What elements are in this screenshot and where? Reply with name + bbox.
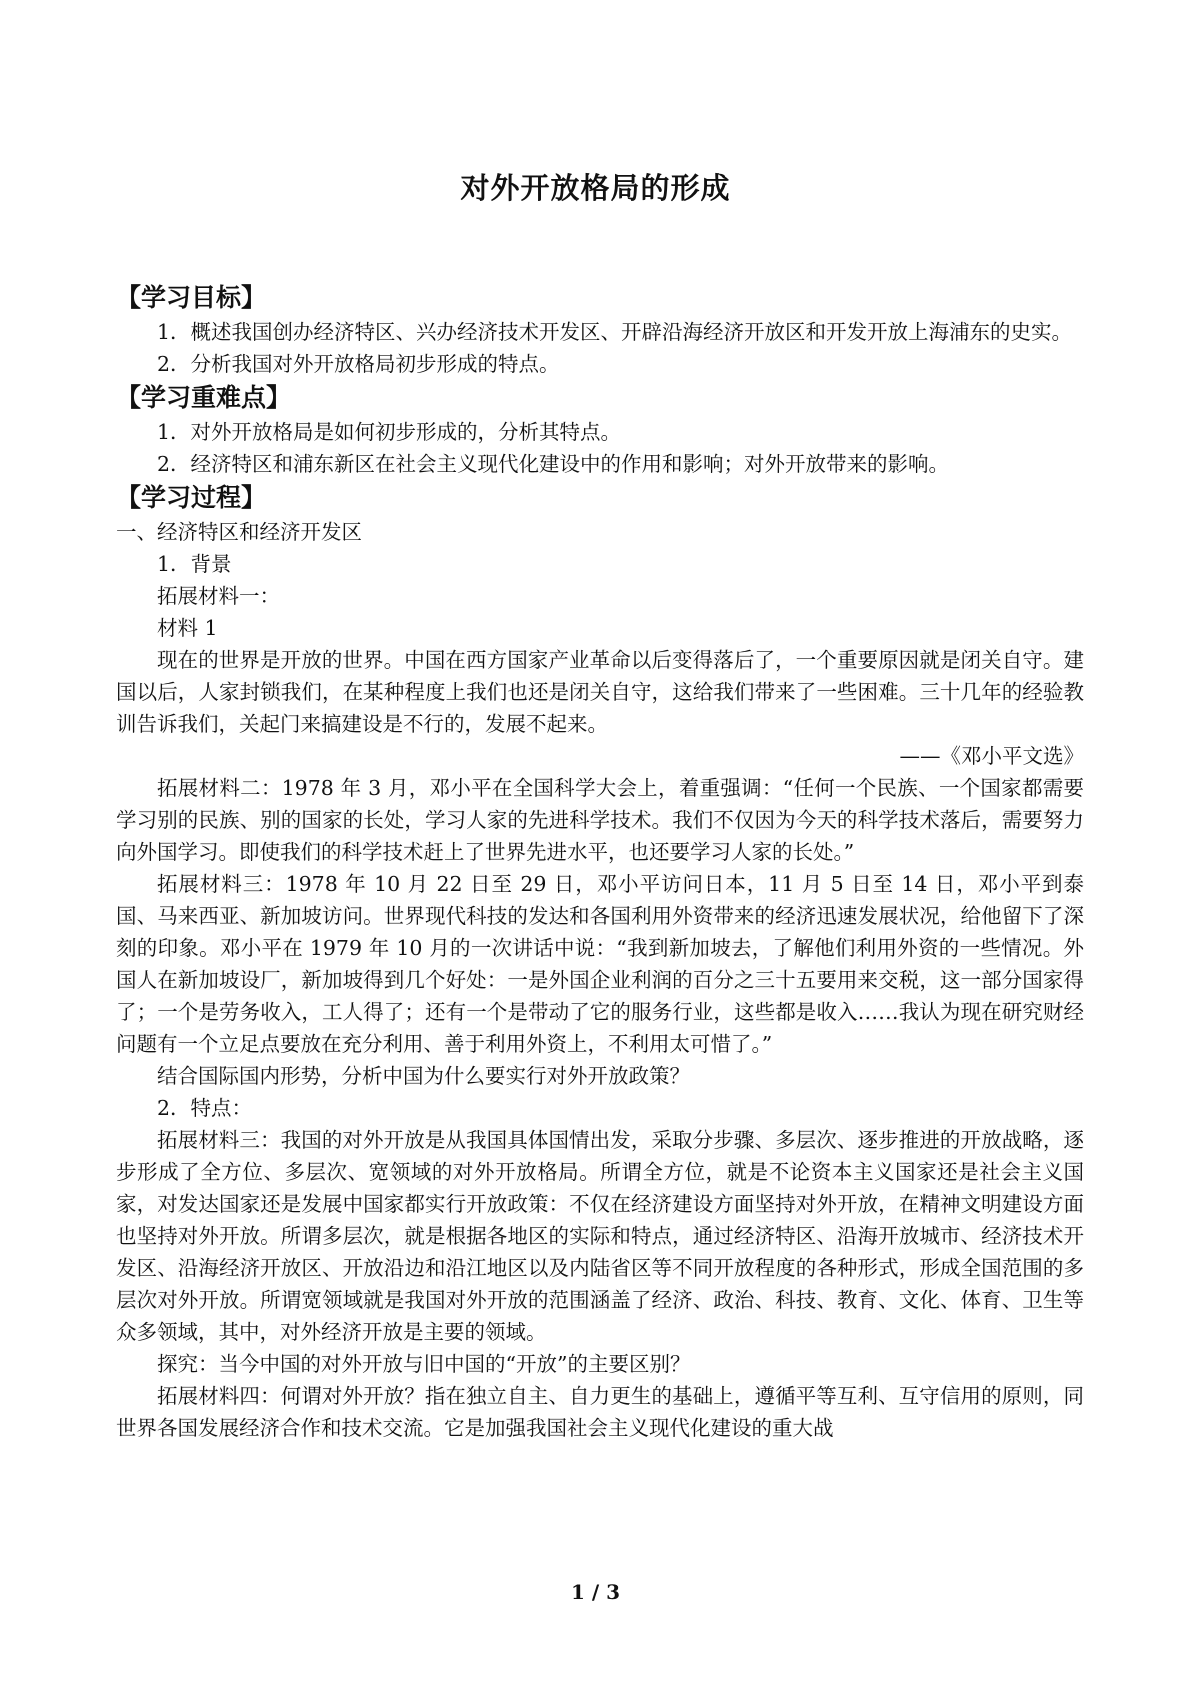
document-body bbox=[116, 280, 1084, 1444]
page-title: 对外开放格局的形成 bbox=[460, 171, 731, 205]
section-heading-goals: 【学习目标】 bbox=[116, 283, 267, 312]
key-point-item-1: 1．对外开放格局是如何初步形成的，分析其特点。 bbox=[157, 420, 622, 444]
key-point-item-2: 2．经济特区和浦东新区在社会主义现代化建设中的作用和影响；对外开放带来的影响。 bbox=[157, 452, 950, 476]
paragraph-features: 2．特点： bbox=[157, 1096, 253, 1120]
section-heading-process: 【学习过程】 bbox=[116, 483, 267, 512]
page-number: 1 / 3 bbox=[570, 1580, 621, 1604]
quote-source: ——《邓小平文选》 bbox=[899, 744, 1084, 768]
paragraph-extension-1: 拓展材料一： bbox=[157, 584, 280, 608]
paragraph-question-1: 结合国际国内形势，分析中国为什么要实行对外开放政策？ bbox=[157, 1064, 690, 1088]
goal-item-1: 1．概述我国创办经济特区、兴办经济技术开发区、开辟沿海经济开放区和开发开放上海浦东的史实。 bbox=[157, 320, 1073, 344]
paragraph-explore: 探究：当今中国的对外开放与旧中国的“开放”的主要区别？ bbox=[157, 1352, 691, 1376]
paragraph-extension-2: 拓展材料二：1978 年 3 月，邓小平在全国科学大会上，着重强调：“任何一个民族、一个国家都需要学习别的民族、别的国家的长处，学习人家的先进科学技术。我们不仅因为今天的科学技术落后，需要努力向外国学习。即使我们的科学技术赶上了世界先进水平，也还要学习人家的长处。” bbox=[116, 776, 1084, 864]
goal-item-2: 2．分析我国对外开放格局初步形成的特点。 bbox=[157, 352, 560, 376]
paragraph-material-1: 材料 1 bbox=[157, 616, 218, 640]
paragraph-background: 1．背景 bbox=[157, 552, 232, 576]
paragraph-extension-3b: 拓展材料三：我国的对外开放是从我国具体国情出发，采取分步骤、多层次、逐步推进的开放战略，逐步形成了全方位、多层次、宽领域的对外开放格局。所谓全方位，就是不论资本主义国家还是社会主义国家，对发达国家还是发展中国家都实行开放政策：不仅在经济建设方面坚持对外开放，在精神文明建设方面也坚持对外开放。所谓多层次，就是根据各地区的实际和特点，通过经济特区、沿海开放城市、经济技术开发区、沿海经济开放区、开放沿边和沿江地区以及内陆省区等不同开放程度的各种形式，形成全国范围的多层次对外开放。所谓宽领域就是我国对外开放的范围涵盖了经济、政治、科技、教育、文化、体育、卫生等众多领域，其中，对外经济开放是主要的领域。 bbox=[116, 1128, 1084, 1344]
paragraph-extension-4: 拓展材料四：何谓对外开放？指在独立自主、自力更生的基础上，遵循平等互利、互守信用的原则，同世界各国发展经济合作和技术交流。它是加强我国社会主义现代化建设的重大战 bbox=[116, 1384, 1084, 1440]
part1-title: 一、经济特区和经济开发区 bbox=[116, 520, 362, 544]
section-heading-key-points: 【学习重难点】 bbox=[116, 383, 292, 412]
paragraph-quote: 现在的世界是开放的世界。中国在西方国家产业革命以后变得落后了，一个重要原因就是闭关自守。建国以后，人家封锁我们，在某种程度上我们也还是闭关自守，这给我们带来了一些困难。三十几年的经验教训告诉我们，关起门来搞建设是不行的，发展不起来。 bbox=[116, 648, 1084, 736]
paragraph-extension-3: 拓展材料三：1978 年 10 月 22 日至 29 日，邓小平访问日本，11 月 5 日至 14 日，邓小平到泰国、马来西亚、新加坡访问。世界现代科技的发达和各国利用外资带来的经济迅速发展状况，给他留下了深刻的印象。邓小平在 1979 年 10 月的一次讲话中说：“我到新加坡去，了解他们利用外资的一些情况。外国人在新加坡设厂，新加坡得到几个好处：一是外国企业利润的百分之三十五要用来交税，这一部分国家得了；一个是劳务收入，工人得了；还有一个是带动了它的服务行业，这些都是收入……我认为现在研究财经问题有一个立足点要放在充分利用、善于利用外资上，不利用太可惜了。” bbox=[116, 872, 1084, 1056]
